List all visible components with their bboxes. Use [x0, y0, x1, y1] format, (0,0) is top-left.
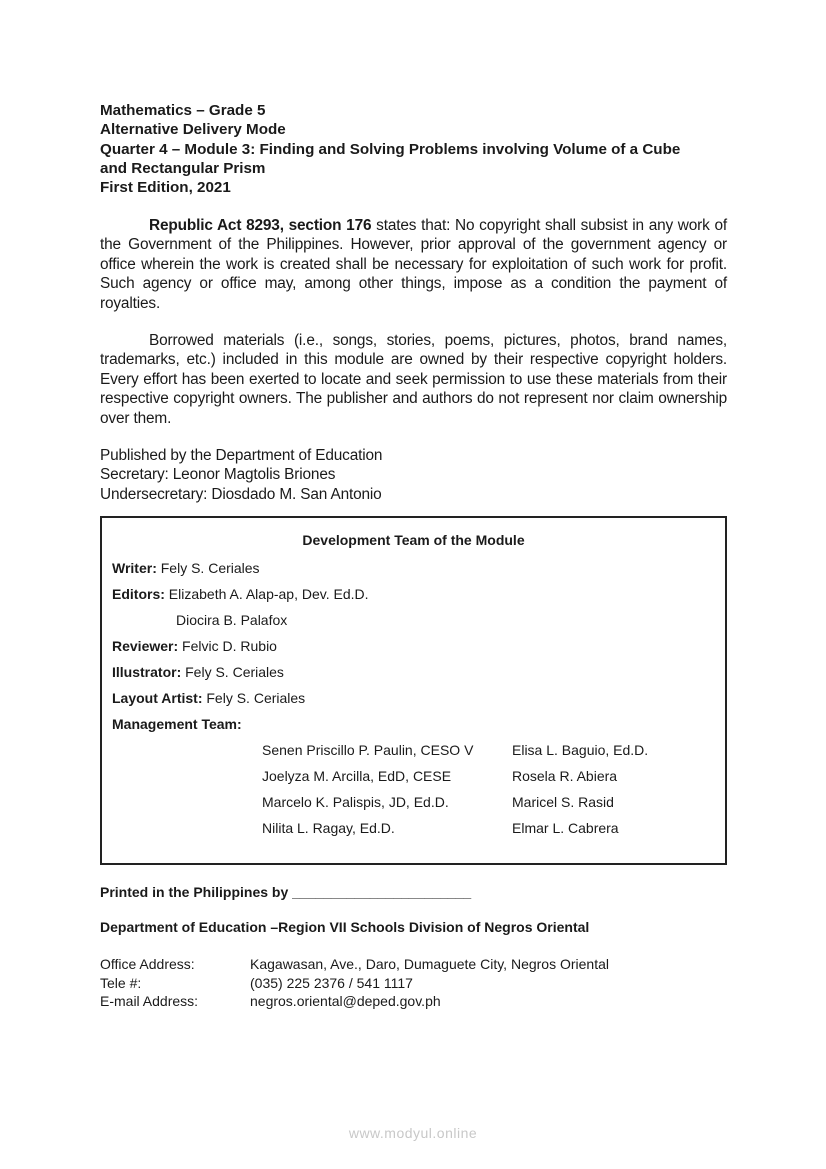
tele-label: Tele #: [100, 975, 142, 991]
management-member: Senen Priscillo P. Paulin, CESO V [262, 742, 474, 758]
illustrator-label: Illustrator: [112, 664, 182, 680]
email-label: E-mail Address: [100, 993, 199, 1009]
management-member: Marcelo K. Palispis, JD, Ed.D. [262, 794, 449, 810]
email-row [100, 992, 441, 1010]
tele-number: (035) 225 2376 / 541 1117 [250, 975, 413, 991]
module-title-line1: Finding and Solving Problems involving Volume of a Cube [259, 140, 681, 158]
reviewer-label: Reviewer: [112, 638, 179, 654]
team-heading: Development Team of the Module [302, 532, 525, 548]
undersecretary: Undersecretary: Diosdado M. San Antonio [100, 485, 382, 503]
writer-name: Fely S. Ceriales [156, 560, 260, 576]
editors-row [112, 586, 369, 602]
deped-region-division: Department of Education –Region VII Schools Division of Negros Oriental [100, 919, 590, 935]
watermark: www.modyul.online [348, 1125, 478, 1141]
office-address-label: Office Address: [100, 956, 195, 972]
management-member: Nilita L. Ragay, Ed.D. [262, 820, 395, 836]
editor-name: Elizabeth A. Alap-ap, Dev. Ed.D. [164, 586, 369, 602]
office-address-row [100, 955, 609, 973]
title-block [100, 101, 727, 197]
reviewer-name: Felvic D. Rubio [178, 638, 277, 654]
management-member: Elmar L. Cabrera [512, 820, 619, 836]
printed-by: Printed in the Philippines by _______________________ [100, 884, 472, 900]
module-title-line2-row [100, 159, 727, 178]
module-title-line2: and Rectangular Prism [100, 159, 266, 177]
email-address: negros.oriental@deped.gov.ph [250, 993, 441, 1009]
borrowed-materials-paragraph [100, 331, 727, 428]
module-prefix: Quarter 4 – Module 3: [100, 140, 260, 158]
editor-name-2: Diocira B. Palafox [176, 612, 288, 628]
publisher-info [100, 446, 382, 504]
secretary: Secretary: Leonor Magtolis Briones [100, 466, 336, 484]
copyright-paragraph [100, 216, 727, 313]
borrowed-text: Borrowed materials (i.e., songs, stories, poems, pictures, photos, brand names, trademarks, etc.) included in this module are owned by their respective copyright holders. Every effort has been exerted to locate and seek permission to use these materials from their respective copyright owners. The publisher and authors do not represent nor claim ownership over them. [100, 332, 727, 427]
office-address: Kagawasan, Ave., Daro, Dumaguete City, Negros Oriental [250, 956, 609, 972]
published-by: Published by the Department of Education [100, 447, 383, 464]
delivery-mode: Alternative Delivery Mode [100, 121, 286, 139]
illustrator-row [112, 664, 284, 680]
edition: First Edition, 2021 [100, 179, 231, 197]
management-row [112, 716, 242, 732]
module-title [100, 140, 727, 159]
reviewer-row [112, 638, 277, 654]
management-member: Joelyza M. Arcilla, EdD, CESE [262, 768, 452, 784]
management-member: Maricel S. Rasid [512, 794, 614, 810]
development-team-box [100, 516, 727, 865]
management-member: Elisa L. Baguio, Ed.D. [512, 742, 649, 758]
subject-grade: Mathematics – Grade 5 [100, 102, 266, 119]
layout-artist-label: Layout Artist: [112, 690, 203, 706]
layout-artist-row [112, 690, 305, 706]
management-member: Rosela R. Abiera [512, 768, 618, 784]
copyright-text: states that: No copyright shall subsist in any work of the Government of the Philippines. However, prior approval of the government agency or office wherein the work is created shall be necessary for exploitation of such work for profit. Such agency or office may, among other things, impose as a condition the payment of royalties. [100, 217, 727, 312]
management-label: Management Team: [112, 716, 242, 732]
writer-label: Writer: [112, 560, 157, 576]
layout-artist-name: Fely S. Ceriales [202, 690, 306, 706]
illustrator-name: Fely S. Ceriales [181, 664, 284, 680]
copyright-law: Republic Act 8293, section 176 [149, 217, 372, 234]
tele-row [100, 974, 413, 992]
editors-label: Editors: [112, 586, 165, 602]
writer-row [112, 560, 260, 576]
